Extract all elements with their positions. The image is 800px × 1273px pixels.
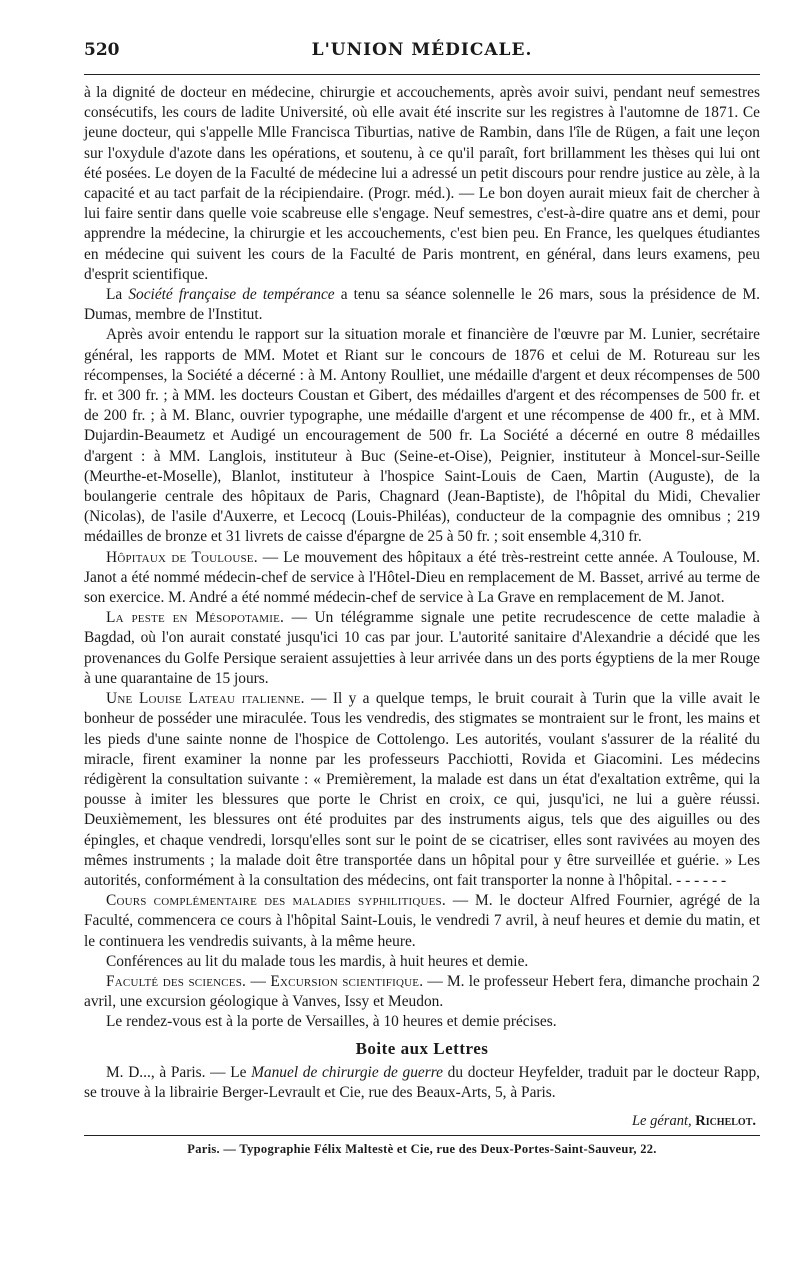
lateau-heading: Une Louise Lateau italienne. (106, 690, 305, 708)
peste-paragraph (84, 608, 760, 689)
page-header (84, 40, 760, 75)
faculte-paragraph (84, 972, 760, 1012)
cours-heading: Cours complémentaire des maladies syphilitiques. (106, 892, 446, 910)
mailbox-title: Boite aux Lettres (355, 1038, 489, 1058)
toulouse-text: — Le mouvement des hôpitaux a été très-restreint cette année. A Toulouse, M. Janot a été nommé médecin-chef de service à l'Hôtel-Dieu en remplacement de M. Basset, arrivé au terme de son exercice. M. André a été nommé médecin-chef de service à La Grave en remplacement de M. Janot. (84, 548, 760, 607)
lateau-paragraph (84, 689, 760, 891)
faculte-text: — M. le professeur Hebert fera, dimanche prochain 2 avril, une excursion géologique à Vanves, Issy et Meudon. (84, 972, 761, 1011)
gerant-label: Le gérant, (631, 1113, 692, 1130)
intro-paragraph: à la dignité de docteur en médecine, chirurgie et accouchements, après avoir suivi, pendant neuf semestres consécutifs, les cours de ladite Université, où elle avait été inscrite sur les registres à l'automne de 1871. Ce jeune docteur, qui s'appelle Mlle Francisca Tiburtias, native de Rambin, dans l'île de Rügen, a fait une leçon sur l'oxydule d'azote dans les opérations, et soutenu, à ce qu'il paraît, fort brillamment les thèses qui lui ont été posées. Le doyen de la Faculté de médecine lui a adressé un petit discours pour rendre justice au zèle, à la capacité et au tact parfait de la récipiendaire. (Progr. méd.). — Le bon doyen aurait mieux fait de chercher à lui faire sentir dans quelle voie scabreuse elle s'engage. Neuf semestres, c'est-à-dire quatre ans et demi, pour apprendre la médecine, la chirurgie et les accouchements, c'est bien peu. En France, les quelques étudiantes en médecine qui suivent les cours de la Faculté de Paris montrent, en général, dans leurs examens, peu d'esprit scientifique. (84, 84, 760, 283)
toulouse-heading: Hôpitaux de Toulouse. (106, 548, 258, 566)
running-title: L'UNION MÉDICALE. (311, 40, 533, 60)
printer-imprint: Paris. — Typographie Félix Maltestè et Cie, rue des Deux-Portes-Saint-Sauveur, 22. (187, 1142, 657, 1157)
temperance-society-name: Société française de tempérance (128, 286, 335, 304)
cours-text: — M. le docteur Alfred Fournier, agrégé de la Faculté, commencera ce cours à l'hôpital Saint-Louis, le vendredi 7 avril, à neuf heures et demie du matin, et le continuera les vendredis suivants, à la même heure. (84, 892, 760, 950)
mailbox-lead: M. D..., à Paris. — Le (106, 1063, 252, 1081)
cours-paragraph (84, 891, 760, 952)
temperance-lead: La (106, 286, 129, 304)
peste-heading: La peste en Mésopotamie. (106, 609, 285, 627)
gerant-name: Richelot. (695, 1113, 756, 1130)
cours-conferences-paragraph: Conférences au lit du malade tous les mardis, à huit heures et demie. (106, 952, 529, 970)
page-number: 520 (84, 40, 120, 60)
mailbox-book-title: Manuel de chirurgie de guerre (251, 1063, 443, 1081)
mailbox-paragraph (84, 1063, 760, 1103)
temperance-paragraph (84, 285, 760, 325)
lateau-text: — Il y a quelque temps, le bruit courait à Turin que la ville avait le bonheur de posséder une miraculée. Tous les vendredis, des stigmates se montraient sur le front, les mains et les pieds d'une sainte nonne de l'hospice de Cottolengo. Les autorités, voulant s'assurer de la réalité du miracle, firent examiner la nonne par les professeurs Pacchiotti, Rovida et Giacomini. Les médecins rédigèrent la consultation suivante : « Premièrement, la malade est dans un état d'exaltation extrême, qui la pousse à imiter les blessures que porte le Christ en croix, ce qui, jusqu'ici, ne lui a guère réussi. Deuxièmement, les blessures ont été produites par des instruments aigus, tels que des aiguilles ou des épingles, et chaque vendredi, lorsqu'elles sont sur le point de se cicatriser, elles sont ravivées au moyen des mêmes instruments ; la malade doit être transportée dans un hôpital pour y être surveillée et guérie. » Les autorités, conformément à la consultation des médecins, ont fait transporter la nonne à l'hôpital. - - - - - - (84, 690, 760, 889)
temperance-awards-paragraph: Après avoir entendu le rapport sur la situation morale et financière de l'œuvre par M. Lunier, secrétaire général, les rapports de MM. Motet et Riant sur le concours de 1876 et celui de M. Rotureau sur les récompenses, la Société a décerné : à M. Antony Roulliet, une médaille d'argent et deux récompenses de 500 fr. et 300 fr. ; à MM. les docteurs Coustan et Gibert, des médailles d'argent et des récompenses de 500 fr. et de 200 fr. ; à M. Blanc, ouvrier typographe, une médaille d'argent et une récompense de 400 fr., et à MM. Dujardin-Beaumetz et Audigé un encouragement de 500 fr. La Société a décerné en outre 8 médailles d'argent : à MM. Langlois, instituteur à Buc (Seine-et-Oise), Peignier, instituteur à Moncel-sur-Seille (Meurthe-et-Moselle), Blanlot, instituteur à l'hospice Saint-Louis de Caen, Martin (Auguste), de la boulangerie centrale des hôpitaux de Paris, Chagnard (Jean-Baptiste), de l'hôpital du Midi, Chevalier (Nicolas), de l'asile d'Auxerre, et Lecocq (Louis-Philéas), conducteur de la compagnie des omnibus ; 219 médailles de bronze et 31 livrets de caisse d'épargne de 25 à 50 fr. ; soit ensemble 4,310 fr. (84, 326, 760, 546)
gerant-signature (84, 1111, 760, 1131)
toulouse-paragraph (84, 548, 760, 609)
peste-text: — Un télégramme signale une petite recrudescence de cette maladie à Bagdad, où l'on aurait constaté jusqu'ici 10 cas par jour. L'autorité sanitaire d'Alexandrie a décidé que les provenances du Golfe Persique seraient assujetties à leur arrivée dans un des ports égyptiens de la mer Rouge à une quarantaine de 15 jours. (84, 609, 760, 687)
footer-rule (84, 1135, 760, 1136)
faculte-heading: Faculté des sciences. — Excursion scientifique. (106, 972, 424, 990)
mailbox-text: du docteur Heyfelder, traduit par le docteur Rapp, se trouve à la librairie Berger-Levrault et Cie, rue des Beaux-Arts, 5, à Paris. (84, 1063, 760, 1101)
temperance-text: a tenu sa séance solennelle le 26 mars, sous la présidence de M. Dumas, membre de l'Institut. (84, 286, 760, 324)
article-body (84, 83, 760, 1160)
faculte-rendezvous-paragraph: Le rendez-vous est à la porte de Versailles, à 10 heures et demie précises. (106, 1013, 557, 1031)
